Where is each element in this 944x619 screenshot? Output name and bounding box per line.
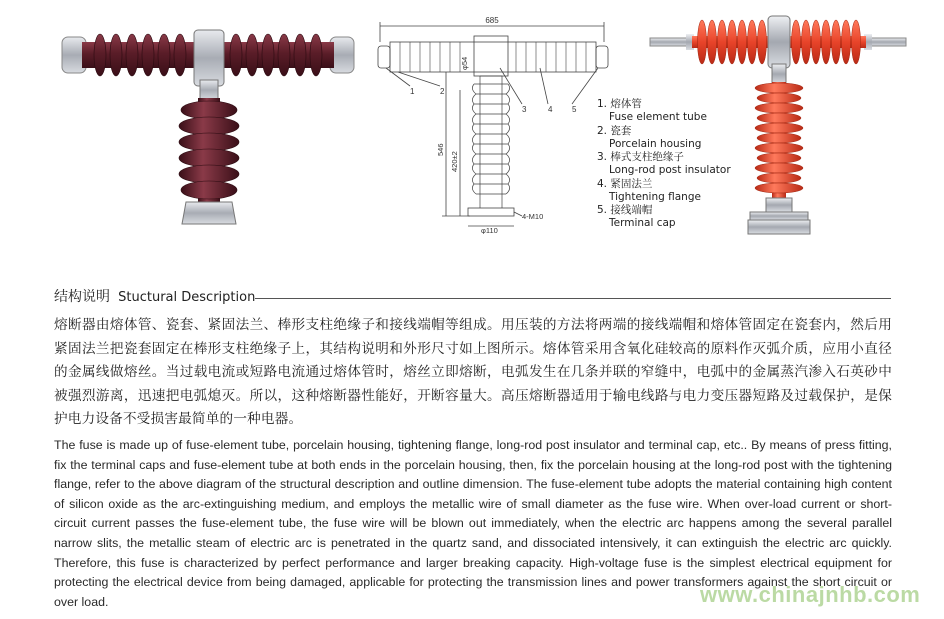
dim-tube-diameter-label: φ54 [460,56,469,70]
dim-bolts-label: 4-M10 [522,212,544,221]
dim-base-label: φ110 [481,226,498,234]
callout-4: 4 [548,105,553,114]
callout-1: 1 [410,87,415,96]
legend-item-2-en: Porcelain housing [609,138,702,150]
silicone-fuse-photo [648,14,908,240]
legend-item-3-en: Long-rod post insulator [609,164,731,176]
callout-3: 3 [522,105,527,114]
description-paragraph-en: The fuse is made up of fuse-element tube, porcelain housing, tightening flange, long-rod post insulator and terminal cap, etc.. By means of press fitting, fix the terminal caps and fuse-element tube at both ends in the porcelain housing, then, fix the porcelain housing at the long-rod post with the tightening flange, refer to the above diagram of the structural description and outline dimension. The fuse-element tube adopts the material containing high content of silicon oxide as the arc-extinguishing medium, and employs the metallic wire of small diameter as the fuse wire. When over-load current or short-circuit current passes the fuse-element tube, the fuse wire will be blown out immediately, when the electric arc happens among the several parallel narrow slits, the metallic steam of electric arc is penetrated in the quartz sand, and dissociated intensively, it can extinguish the electric arc quickly. Therefore, this fuse is characterized by perfect performance and larger breaking capacity. High-voltage fuse is the simplest electrical equipment for protecting the electrical device from being damaged, applicable for protecting the transmission lines and power transformers against the short circuit or over load. [54,438,892,609]
legend-item-5-zh: 5. 接线端帽 [597,204,653,216]
dim-width-label: 685 [485,16,499,25]
dim-post-height-label: 420±2 [450,151,459,172]
callout-5: 5 [572,105,577,114]
legend-item-5-en: Terminal cap [609,217,676,229]
legend-item-4-en: Tightening flange [609,191,701,203]
section-title-zh: 结构说明 [54,289,110,305]
callout-2: 2 [440,87,445,96]
legend-item-3-zh: 3. 棒式支柱绝缘子 [597,151,684,163]
section-title-en: Stuctural Description [118,290,256,305]
legend-item-4-zh: 4. 紧固法兰 [597,178,653,190]
description-paragraph-zh: 熔断器由熔体管、瓷套、紧固法兰、棒形支柱绝缘子和接线端帽等组成。用压装的方法将两端的接线端帽和熔体管固定在瓷套内，然后用紧固法兰把瓷套固定在棒形支柱绝缘子上，其结构说明和外形尺寸如上图所示。熔体管采用含氧化硅较高的原料作灭弧介质，应用小直径的金属线做熔丝。当过载电流或短路电流通过熔体管时，熔丝立即熔断，电弧发生在几条并联的窄缝中，电弧中的金属蒸汽渗入石英砂中被强烈游离，迅速把电弧熄灭。所以，这种熔断器性能好，开断容量大。高压熔断器适用于输电线路与电力变压器短路及过载保护，是保护电力设备不受损害最简单的一种电器。 [54,317,892,427]
dim-total-height-label: 546 [436,143,445,156]
legend-item-1-en: Fuse element tube [609,111,707,123]
site-watermark: www.chinajnhb.com [700,582,921,607]
section-heading [54,286,255,306]
porcelain-fuse-photo [60,20,360,235]
legend-item-1-zh: 1. 熔体管 [597,98,642,110]
section-divider [255,298,891,299]
outline-dimension-drawing [370,12,620,234]
legend-item-2-zh: 2. 瓷套 [597,125,632,137]
